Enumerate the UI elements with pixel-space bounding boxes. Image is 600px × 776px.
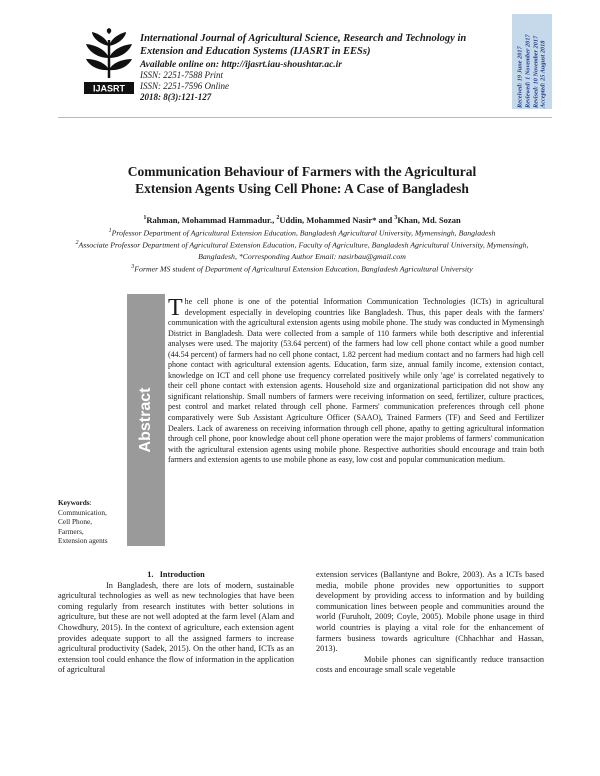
paper-title-line-2: Extension Agents Using Cell Phone: A Case of Bangladesh: [135, 181, 469, 196]
affiliation-2: $^2$Associate Professor Department of Agricultural Extension Education, Faculty of Agriculture, Bangladesh Agricultural University, Mymensingh, Bangladesh, *Corresponding Author Email: nasirbau@gmail.com: [75, 240, 529, 262]
author-list: $^1$Rahman, Mohammad Hammadur., $^2$Uddin, Mohammed Nasir* and $^3$Khan, Md. Sozan: [143, 214, 461, 225]
keyword-item: Extension agents: [58, 536, 108, 546]
date-received: Received: 19 June 2017: [516, 45, 524, 108]
keywords-block: Keywords: Communication, Cell Phone, Farmers, Extension agents: [58, 498, 124, 546]
article-dates-box: [512, 14, 552, 109]
body-column-left: [58, 570, 294, 676]
date-reviewed: Reviewed: 1 November 2017: [524, 33, 532, 108]
authors-block: [60, 213, 544, 275]
affiliation-1: $^1$Professor Department of Agricultural Extension Education, Bangladesh Agricultural University, Mymensingh, Bangladesh: [108, 227, 496, 238]
body-column-right: [316, 570, 544, 676]
keywords-heading: Keywords: [58, 498, 90, 507]
paragraph: extension services (Ballantyne and Bokre, 2003). As a ICTs based media, mobile phone provides new opportunities to support development by providing access to information and by building communication lines between people and communities around the world (Furuholt, 2009; Coyle, 2005). Mobile phone usage in third world countries is playing a vital role for the enhancement of farmers business towards agriculture (Chhachhar and Hassan, 2013).: [316, 570, 544, 654]
journal-logo: [80, 28, 138, 106]
author-1: Rahman, Mohammad Hammadur.,: [146, 214, 277, 225]
abstract-sidebar: [127, 294, 165, 546]
paper-title-line-1: Communication Behaviour of Farmers with the Agricultural: [127, 164, 477, 179]
date-accepted: Accepted: 25 August 2018: [539, 40, 547, 108]
abstract-text: [168, 297, 544, 466]
paragraph: Mobile phones can significantly reduce transaction costs and encourage small scale vegetable: [316, 654, 544, 675]
journal-header: [140, 32, 500, 103]
logo-text: IJASRT: [92, 83, 126, 94]
header-divider: [58, 117, 552, 118]
issn-print: ISSN: 2251-7588 Print: [140, 70, 223, 80]
keyword-item: Cell Phone,: [58, 517, 93, 527]
journal-title: International Journal of Agricultural Science, Research and Technology in Extension and Education Systems (IJASRT in EESs): [140, 33, 467, 57]
issn-online: ISSN: 2251-7596 Online: [140, 81, 229, 91]
keyword-item: Communication,: [58, 507, 107, 517]
paper-title: [60, 163, 544, 197]
author-3: Khan, Md. Sozan: [397, 214, 461, 225]
journal-website: Available online on: http://ijasrt.iau-shoushtar.ac.ir: [140, 60, 343, 70]
journal-volume: 2018: 8(3):121-127: [140, 92, 212, 102]
introduction-heading: 1. Introduction: [147, 570, 205, 579]
abstract-body: he cell phone is one of the potential Information Communication Technologies (ICTs) in agricultural development especially in developing countries like Bangladesh. Thus, this paper deals with the farmers' communication with the agricultural extension agents using mobile phone. The study was conducted in Mymensingh District in Bangladesh. Data were collected from a sample of 110 farmers while both descriptive and inferential analyses were used. The majority (53.64 percent) of the farmers had low cell phone contact while a good number (44.54 percent) of farmers had no cell phone contact, 1.82 percent had medium contact and no farmers had high cell phone contact with agricultural extension agents. Education, farm size, annual family income, extension contact, knowledge on ICT and cell phone use frequency correlated positively while only 'age' is correlated negatively to their cell phone contact with extension agents. Household size and organizational participation did not show any significant relationship. Small numbers of farmers were receiving information on seed, fertilizer, culture practices, pest control and market related through cell phone. Farmers' communication preferences through cell phone comparatively were Sub Assistant Agriculture Officer (SAAO), Trained Farmers (TF) and Seed and Fertilizer Dealers. Lack of awareness on receiving information through cell phone, apathy to getting agricultural information through cell phone, poor knowledge about cell phone operation were the major problems of farmers' communication with the agricultural extension agents using mobile phone. Respective authorities should encourage and train both farmers and extension agents to use mobile phone as easy, low cost and popular communication medium.: [168, 297, 544, 465]
author-2: Uddin, Mohammed Nasir* and: [279, 214, 395, 225]
affiliation-3: $^3$Former MS student of Department of Agricultural Extension Education, Bangladesh Agricultural University: [131, 264, 473, 274]
abstract-dropcap: T: [168, 295, 183, 321]
keyword-item: Farmers,: [58, 526, 84, 536]
abstract-label: Abstract: [137, 387, 154, 453]
date-revised: Revised: 10 November 2017: [532, 35, 539, 108]
paragraph: In Bangladesh, there are lots of modern, sustainable agricultural technologies as well as new technologies that have been coming regularly from research institutes with better solutions in agriculture, but these are not well adopted at the farm level (Alam and Chowdhury, 2015). In the context of agriculture, each extension agent provides adequate support to all the assigned farmers to increase agricultural productivity (Sadek, 2015). On the other hand, ICTs as an extension tool could enhance the flow of information in the application of agricultural: [58, 580, 294, 675]
